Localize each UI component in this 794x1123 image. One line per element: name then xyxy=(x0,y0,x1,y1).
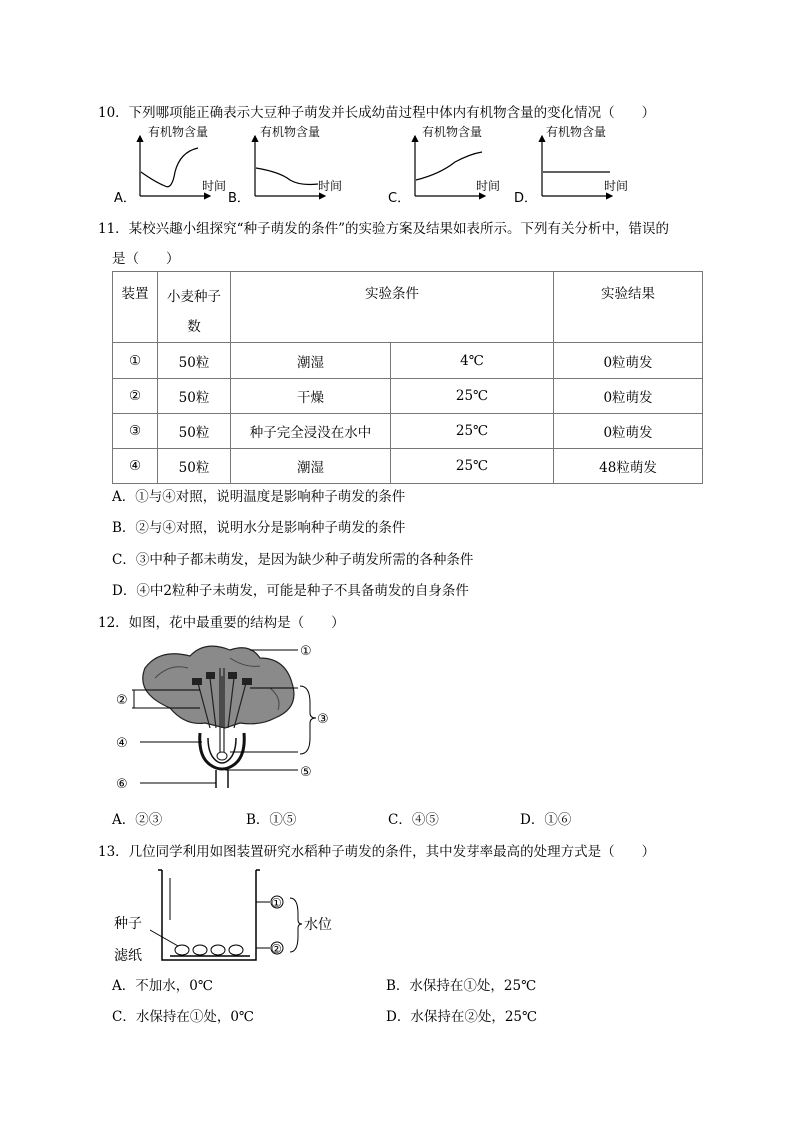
table-header-row xyxy=(113,272,703,343)
q11-experiment-table xyxy=(112,271,703,484)
cell-seeds: 50粒 xyxy=(158,343,231,379)
q13-option-b: B．水保持在①处，25℃ xyxy=(386,978,537,994)
q10-ylabel-b: 有机物含量 xyxy=(260,125,321,139)
header-seed-count-part2: 数 xyxy=(187,319,201,335)
cell-moisture: 种子完全浸没在水中 xyxy=(231,414,391,449)
water-mark-2: ② xyxy=(271,942,282,956)
water-level-label: 水位 xyxy=(304,917,332,933)
q12-option-b: B．①⑤ xyxy=(246,812,297,828)
header-seed-count-part1: 小麦种子 xyxy=(167,289,221,305)
label-3: ③ xyxy=(317,712,329,727)
label-1: ① xyxy=(300,644,312,659)
q12-flower-diagram xyxy=(110,638,350,798)
q11-stem-line2: 是（ ） xyxy=(112,251,180,267)
q10-option-a: A． xyxy=(114,191,136,204)
q11-option-a: A．①与④对照，说明温度是影响种子萌发的条件 xyxy=(112,489,406,505)
cell-temperature: 25℃ xyxy=(391,414,554,449)
q13-option-c: C．水保持在①处，0℃ xyxy=(112,1009,255,1025)
q10-option-d: D． xyxy=(514,191,538,204)
table-row xyxy=(113,449,703,484)
cell-device: ③ xyxy=(113,414,158,449)
cell-temperature: 25℃ xyxy=(391,449,554,484)
q10-xlabel-b: 时间 xyxy=(318,179,343,193)
header-result: 实验结果 xyxy=(554,272,703,343)
q13-option-a: A．不加水，0℃ xyxy=(112,978,213,994)
seed-label: 种子 xyxy=(114,916,142,932)
q10-ylabel-a: 有机物含量 xyxy=(148,125,209,139)
water-mark-1: ① xyxy=(271,896,282,910)
q10-ylabel-c: 有机物含量 xyxy=(422,125,483,139)
q11-option-d: D．④中2粒种子未萌发，可能是种子不具备萌发的自身条件 xyxy=(112,583,469,599)
q10-xlabel-c: 时间 xyxy=(476,179,501,193)
filter-paper-label: 滤纸 xyxy=(114,948,142,964)
header-conditions: 实验条件 xyxy=(231,272,554,343)
label-6: ⑥ xyxy=(116,777,128,792)
q10-graph-d xyxy=(514,124,628,204)
header-seed-count xyxy=(158,272,231,343)
cell-moisture: 干燥 xyxy=(231,379,391,414)
q13-stem: 13．几位同学利用如图装置研究水稻种子萌发的条件，其中发芽率最高的处理方式是（ ） xyxy=(98,844,656,860)
cell-seeds: 50粒 xyxy=(158,449,231,484)
cell-result: 0粒萌发 xyxy=(554,343,703,379)
cell-moisture: 潮湿 xyxy=(231,449,391,484)
header-device: 装置 xyxy=(113,272,158,343)
cell-device: ④ xyxy=(113,449,158,484)
cell-result: 0粒萌发 xyxy=(554,414,703,449)
cell-temperature: 25℃ xyxy=(391,379,554,414)
table-row xyxy=(113,343,703,379)
cell-device: ① xyxy=(113,343,158,379)
cell-seeds: 50粒 xyxy=(158,414,231,449)
q10-graph-c xyxy=(388,124,500,204)
q11-stem-line1: 11．某校兴趣小组探究“种子萌发的条件”的实验方案及结果如表所示。下列有关分析中，错误的 xyxy=(98,221,669,237)
q13-beaker-diagram xyxy=(110,864,350,964)
q10-option-c: C． xyxy=(388,191,411,204)
cell-moisture: 潮湿 xyxy=(231,343,391,379)
table-row xyxy=(113,379,703,414)
q10-xlabel-d: 时间 xyxy=(604,179,629,193)
label-5: ⑤ xyxy=(300,765,312,780)
cell-seeds: 50粒 xyxy=(158,379,231,414)
cell-result: 0粒萌发 xyxy=(554,379,703,414)
q10-graph-a xyxy=(114,124,226,204)
table-row xyxy=(113,414,703,449)
label-2: ② xyxy=(116,693,128,708)
q10-xlabel-a: 时间 xyxy=(202,179,227,193)
q13-option-d: D．水保持在②处，25℃ xyxy=(386,1009,538,1025)
q11-option-b: B．②与④对照，说明水分是影响种子萌发的条件 xyxy=(112,520,406,536)
q10-ylabel-d: 有机物含量 xyxy=(546,125,607,139)
q12-option-d: D．①⑥ xyxy=(520,812,572,828)
label-4: ④ xyxy=(116,736,128,751)
cell-device: ② xyxy=(113,379,158,414)
q12-option-a: A．②③ xyxy=(112,812,163,828)
q10-stem: 10．下列哪项能正确表示大豆种子萌发并长成幼苗过程中体内有机物含量的变化情况（ ） xyxy=(98,105,656,121)
q12-option-c: C．④⑤ xyxy=(388,812,439,828)
q11-option-c: C．③中种子都未萌发，是因为缺少种子萌发所需的各种条件 xyxy=(112,552,474,568)
q10-graph-b xyxy=(228,124,342,204)
q10-graphs xyxy=(110,124,630,204)
cell-result: 48粒萌发 xyxy=(554,449,703,484)
cell-temperature: 4℃ xyxy=(391,343,554,379)
q12-stem: 12．如图，花中最重要的结构是（ ） xyxy=(98,615,345,631)
q10-option-b: B． xyxy=(228,191,250,204)
